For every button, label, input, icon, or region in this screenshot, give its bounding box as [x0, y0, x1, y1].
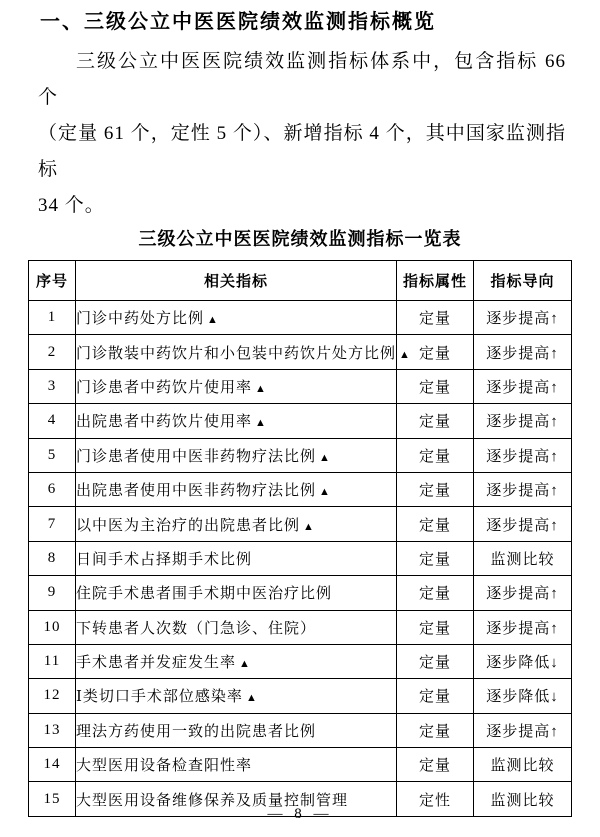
row-indicator-attribute: 定量: [397, 644, 474, 678]
row-indicator-name: 出院患者使用中医非药物疗法比例 ▲: [76, 472, 397, 506]
row-serial-number: 9: [29, 576, 76, 610]
table-row: [29, 541, 572, 575]
row-indicator-name: 门诊患者使用中医非药物疗法比例 ▲: [76, 438, 397, 472]
row-indicator-name: 下转患者人次数（门急诊、住院）: [76, 610, 397, 644]
intro-paragraph: [38, 44, 566, 224]
header-serial-number: 序号: [29, 261, 76, 301]
table-row: [29, 507, 572, 541]
triangle-marker-icon: ▲: [255, 382, 266, 395]
row-indicator-direction: 逐步降低↓: [474, 644, 572, 678]
table-row: [29, 404, 572, 438]
row-indicator-name: Ⅰ类切口手术部位感染率 ▲: [76, 679, 397, 713]
row-indicator-direction: 逐步提高↑: [474, 576, 572, 610]
row-indicator-attribute: 定量: [397, 335, 474, 369]
triangle-marker-icon: ▲: [245, 692, 257, 705]
table-row: [29, 335, 572, 369]
row-indicator-name: 门诊散装中药饮片和小包装中药饮片处方比例 ▲: [76, 335, 397, 369]
row-serial-number: 11: [29, 644, 76, 678]
row-indicator-name: 大型医用设备维修保养及质量控制管理: [76, 782, 397, 816]
row-serial-number: 15: [29, 782, 76, 816]
page-number: — 8 —: [267, 806, 333, 822]
row-indicator-name: 出院患者中药饮片使用率 ▲: [76, 404, 397, 438]
triangle-marker-icon: ▲: [303, 520, 314, 533]
row-serial-number: 6: [29, 472, 76, 506]
row-indicator-name: 理法方药使用一致的出院患者比例: [76, 713, 397, 747]
header-indicator-attribute: 指标属性: [397, 261, 474, 301]
table-row: [29, 679, 572, 713]
row-indicator-attribute: 定量: [397, 610, 474, 644]
row-indicator-name: 以中医为主治疗的出院患者比例 ▲: [76, 507, 397, 541]
row-serial-number: 2: [29, 335, 76, 369]
row-indicator-direction: 逐步提高↑: [474, 713, 572, 747]
paragraph-line: 三级公立中医医院绩效监测指标体系中，包含指标 66 个: [38, 51, 566, 108]
triangle-marker-icon: ▲: [319, 451, 330, 464]
triangle-marker-icon: ▲: [399, 348, 410, 361]
indicator-table: [28, 260, 572, 817]
row-indicator-attribute: 定量: [397, 472, 474, 506]
table-row: [29, 644, 572, 678]
row-indicator-attribute: 定量: [397, 404, 474, 438]
row-indicator-attribute: 定量: [397, 541, 474, 575]
row-indicator-direction: 逐步提高↑: [474, 472, 572, 506]
table-row: [29, 610, 572, 644]
row-indicator-direction: 监测比较: [474, 782, 572, 816]
row-serial-number: 8: [29, 541, 76, 575]
row-indicator-direction: 监测比较: [474, 748, 572, 782]
row-serial-number: 3: [29, 369, 76, 403]
row-indicator-name: 门诊患者中药饮片使用率 ▲: [76, 369, 397, 403]
table-row: [29, 472, 572, 506]
row-indicator-direction: 逐步提高↑: [474, 301, 572, 335]
table-row: [29, 438, 572, 472]
table-header: [29, 261, 572, 301]
table-title: 三级公立中医医院绩效监测指标一览表: [138, 229, 462, 250]
paragraph-line: 34 个。: [38, 195, 105, 216]
row-indicator-attribute: 定量: [397, 576, 474, 610]
row-indicator-direction: 逐步提高↑: [474, 369, 572, 403]
row-indicator-attribute: 定性: [397, 782, 474, 816]
row-serial-number: 5: [29, 438, 76, 472]
table-row: [29, 713, 572, 747]
row-indicator-attribute: 定量: [397, 507, 474, 541]
row-indicator-direction: 逐步提高↑: [474, 335, 572, 369]
triangle-marker-icon: ▲: [239, 658, 250, 671]
section-heading: 一、三级公立中医医院绩效监测指标概览: [40, 9, 436, 33]
row-indicator-attribute: 定量: [397, 679, 474, 713]
table-body: [29, 301, 572, 817]
table-row: [29, 369, 572, 403]
row-indicator-name: 手术患者并发症发生率 ▲: [76, 644, 397, 678]
triangle-marker-icon: ▲: [207, 314, 218, 327]
row-indicator-attribute: 定量: [397, 438, 474, 472]
paragraph-line: （定量 61 个，定性 5 个）、新增指标 4 个，其中国家监测指标: [38, 123, 566, 180]
row-indicator-direction: 逐步降低↓: [474, 679, 572, 713]
row-serial-number: 10: [29, 610, 76, 644]
row-indicator-name: 大型医用设备检查阳性率: [76, 748, 397, 782]
row-indicator-attribute: 定量: [397, 369, 474, 403]
row-serial-number: 12: [29, 679, 76, 713]
row-indicator-direction: 逐步提高↑: [474, 507, 572, 541]
row-indicator-direction: 监测比较: [474, 541, 572, 575]
row-indicator-name: 住院手术患者围手术期中医治疗比例: [76, 576, 397, 610]
triangle-marker-icon: ▲: [255, 417, 266, 430]
table-row: [29, 748, 572, 782]
header-related-indicator: 相关指标: [76, 261, 397, 301]
table-row: [29, 576, 572, 610]
row-serial-number: 14: [29, 748, 76, 782]
table-header-row: [29, 261, 572, 301]
row-serial-number: 1: [29, 301, 76, 335]
row-indicator-attribute: 定量: [397, 748, 474, 782]
row-indicator-name: 门诊中药处方比例 ▲: [76, 301, 397, 335]
triangle-marker-icon: ▲: [319, 486, 330, 499]
table-row: [29, 301, 572, 335]
header-indicator-direction: 指标导向: [474, 261, 572, 301]
row-serial-number: 13: [29, 713, 76, 747]
row-indicator-direction: 逐步提高↑: [474, 438, 572, 472]
row-indicator-name: 日间手术占择期手术比例: [76, 541, 397, 575]
row-serial-number: 4: [29, 404, 76, 438]
row-indicator-attribute: 定量: [397, 713, 474, 747]
row-serial-number: 7: [29, 507, 76, 541]
row-indicator-direction: 逐步提高↑: [474, 610, 572, 644]
row-indicator-direction: 逐步提高↑: [474, 404, 572, 438]
row-indicator-attribute: 定量: [397, 301, 474, 335]
document-page: [0, 8, 600, 837]
